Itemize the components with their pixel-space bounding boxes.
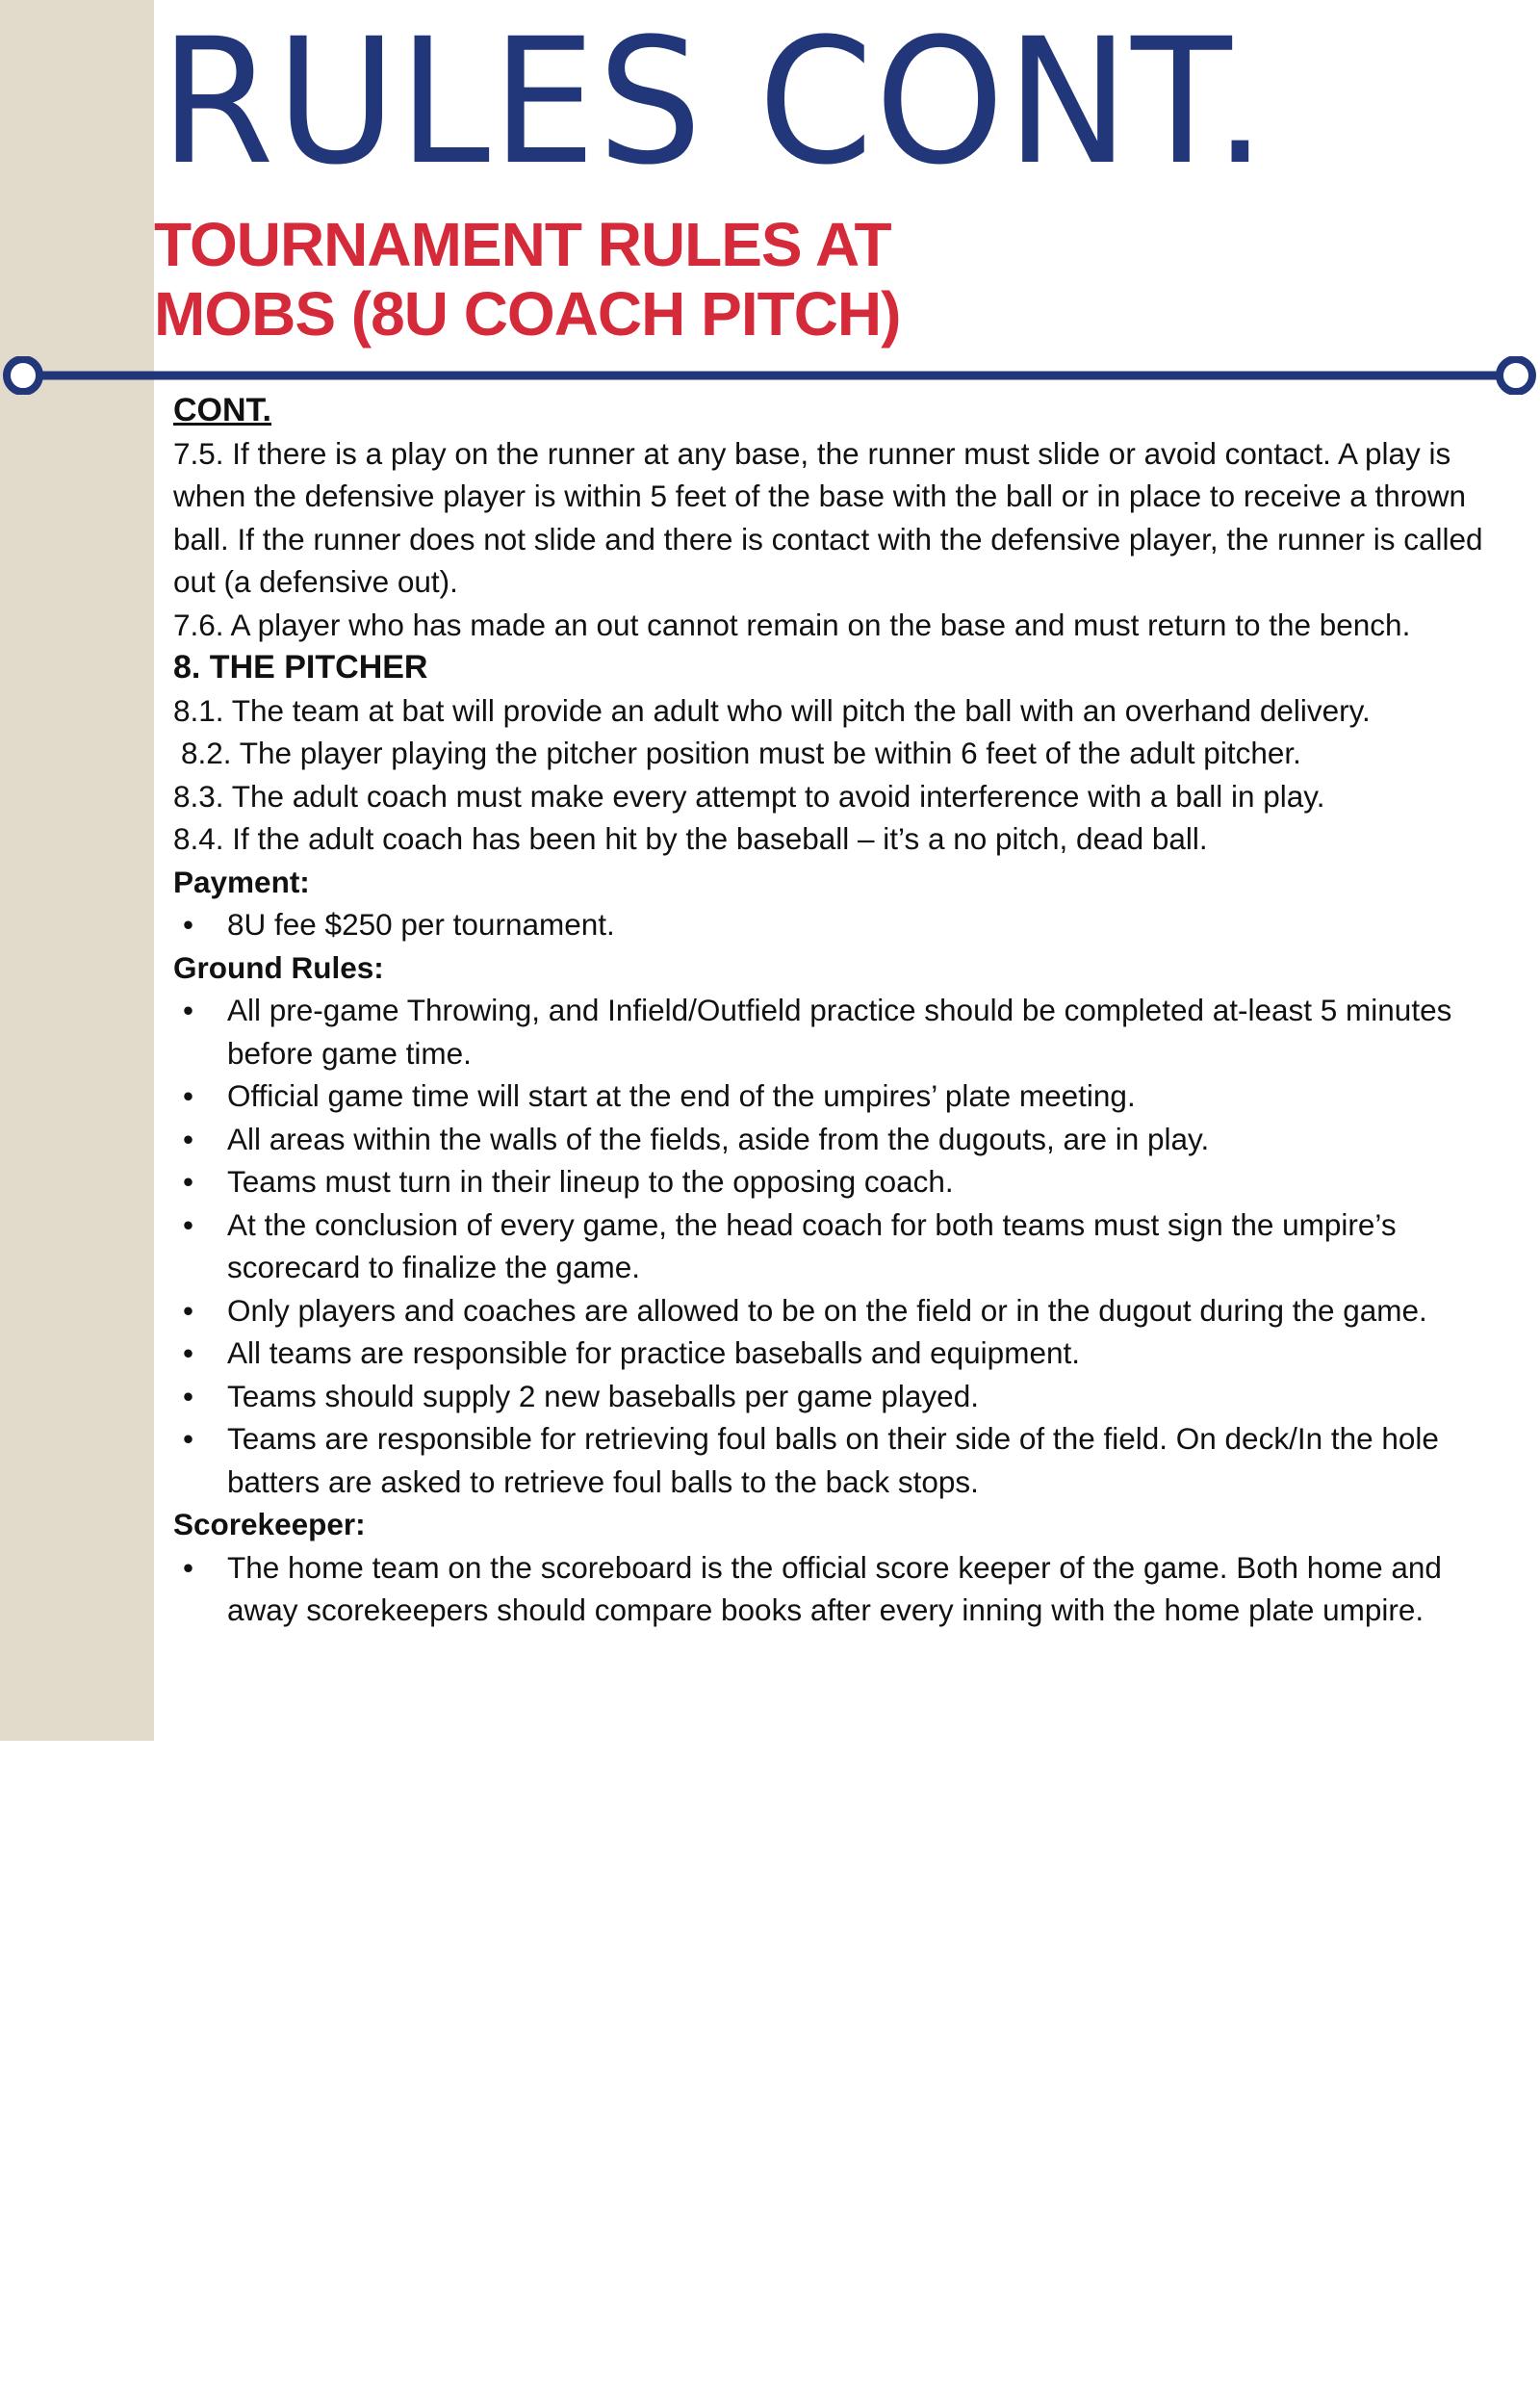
list-item: • Teams should supply 2 new baseballs per game played. [173, 1375, 1521, 1418]
ground-rules-list [173, 989, 1521, 1503]
rule-8-4: 8.4. If the adult coach has been hit by the baseball – it’s a no pitch, dead ball. [173, 821, 1208, 856]
subtitle-line-1: TOURNAMENT RULES AT [154, 210, 891, 279]
list-item: • 8U fee $250 per tournament. [173, 903, 1521, 946]
page-subtitle [154, 210, 900, 349]
rule-8-3: 8.3. The adult coach must make every attempt to avoid interference with a ball in play. [173, 778, 1325, 814]
list-item: • At the conclusion of every game, the head coach for both teams must sign the umpire’s scorecard to finalize the game. [173, 1204, 1521, 1289]
rule-8-1: 8.1. The team at bat will provide an adult who will pitch the ball with an overhand delivery. [173, 692, 1371, 728]
list-item: • The home team on the scoreboard is the official score keeper of the game. Both home and away scorekeepers should compare books after every inning with the home plate umpire. [173, 1546, 1521, 1632]
list-item: • Teams are responsible for retrieving foul balls on their side of the field. On deck/In the hole batters are asked to retrieve foul balls to the back stops. [173, 1417, 1521, 1503]
divider-end-right-icon [1500, 359, 1532, 392]
payment-heading: Payment: [173, 864, 310, 899]
rule-7-6: 7.6. A player who has made an out cannot remain on the base and must return to the bench. [173, 607, 1411, 642]
scorekeeper-list [173, 1546, 1521, 1632]
payment-list [173, 903, 1521, 946]
list-item: • All pre-game Throwing, and Infield/Outfield practice should be completed at-least 5 minutes before game time. [173, 989, 1521, 1074]
rule-8-2: 8.2. The player playing the pitcher position must be within 6 feet of the adult pitcher. [181, 736, 1301, 770]
page-title: RULES CONT. [160, 2, 1269, 203]
scorekeeper-heading: Scorekeeper: [173, 1507, 366, 1541]
list-item: • All areas within the walls of the fields, aside from the dugouts, are in play. [173, 1118, 1521, 1161]
subtitle-line-2: MOBS (8U COACH PITCH) [154, 279, 901, 349]
list-item: • All teams are responsible for practice baseballs and equipment. [173, 1332, 1521, 1375]
list-item: • Only players and coaches are allowed to be on the field or in the dugout during the game. [173, 1289, 1521, 1333]
rules-body [173, 389, 1521, 1632]
list-item: • Official game time will start at the end of the umpires’ plate meeting. [173, 1074, 1521, 1118]
divider-end-left-icon [7, 359, 39, 392]
list-item: • Teams must turn in their lineup to the opposing coach. [173, 1160, 1521, 1204]
cont-heading: CONT. [173, 392, 271, 428]
ground-rules-heading: Ground Rules: [173, 949, 384, 985]
rule-7-5: 7.5. If there is a play on the runner at any base, the runner must slide or avoid contact. A play is when the defensive player is within 5 feet of the base with the ball or in place to receive a thrown ball. If the runner does not slide and there is contact with the defensive player, the runner is called out (a defensive out). [173, 435, 1483, 599]
sidebar-band [0, 0, 154, 1741]
section-8-heading: 8. THE PITCHER [173, 649, 428, 686]
